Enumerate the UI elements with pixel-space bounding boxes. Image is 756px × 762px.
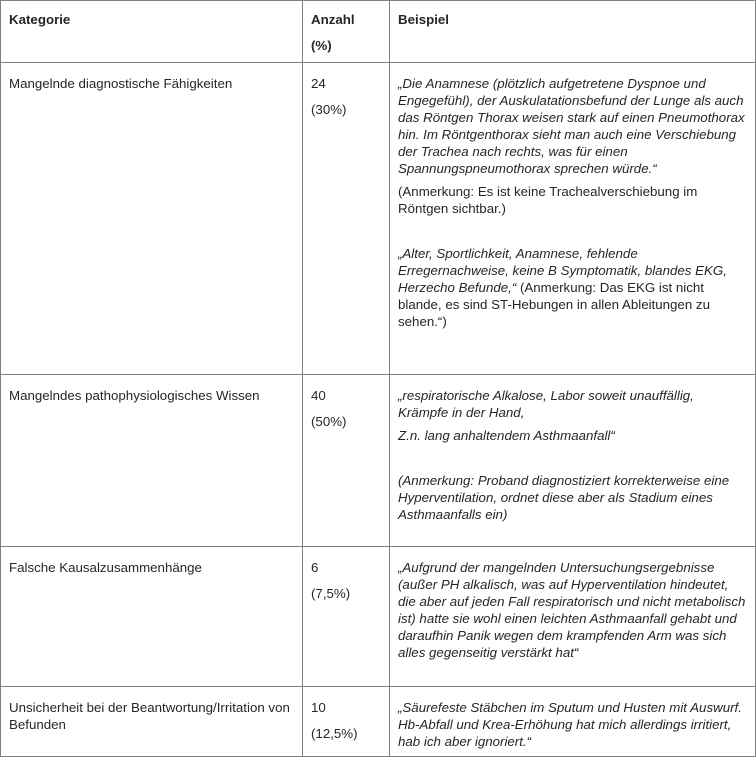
table-row bbox=[1, 547, 756, 687]
row-example-cell bbox=[390, 687, 756, 757]
row-count: 6 bbox=[311, 560, 319, 575]
row-percent: (12,5%) bbox=[311, 726, 358, 741]
table-row bbox=[1, 687, 756, 757]
row-count: 10 bbox=[311, 700, 326, 715]
row-category: Falsche Kausalzusammenhänge bbox=[1, 547, 303, 687]
header-count-label: Anzahl bbox=[311, 12, 355, 27]
example-note: (Anmerkung: Das EKG ist nicht blande, es sind ST-Hebungen in allen Ableitungen zu sehen.“) bbox=[398, 280, 710, 329]
header-count-unit: (%) bbox=[311, 38, 332, 53]
row-count-cell bbox=[303, 63, 390, 375]
example-quote-continued: Z.n. lang anhaltendem Asthmaanfall“ bbox=[398, 428, 615, 443]
example-quote-with-note bbox=[398, 245, 747, 330]
example-quote: „Säurefeste Stäbchen im Sputum und Husten mit Auswurf. Hb-Abfall und Krea-Erhöhung hat mich allerdings irritiert, hab ich aber ignoriert.“ bbox=[398, 700, 742, 749]
example-quote: „respiratorische Alkalose, Labor soweit unauffällig, Krämpfe in der Hand, bbox=[398, 388, 694, 420]
row-count-cell bbox=[303, 547, 390, 687]
row-example-cell bbox=[390, 547, 756, 687]
example-quote: „Die Anamnese (plötzlich aufgetretene Dyspnoe und Engegefühl), der Auskulatationsbefund der Lunge als auch das Röntgen Thorax weisen stark auf einen Pneumothorax hin. Im Röntgenthorax sieht man auch eine Verschiebung der Trachea nach rechts, was für einen Spannungspneumothorax sprechen würde.“ bbox=[398, 76, 745, 176]
header-category: Kategorie bbox=[1, 1, 303, 63]
row-count-cell bbox=[303, 375, 390, 547]
row-example-cell bbox=[390, 375, 756, 547]
header-example: Beispiel bbox=[390, 1, 756, 63]
table-row bbox=[1, 375, 756, 547]
example-note: (Anmerkung: Es ist keine Trachealverschiebung im Röntgen sichtbar.) bbox=[398, 184, 698, 216]
row-count: 24 bbox=[311, 76, 326, 91]
example-quote: „Alter, Sportlichkeit, Anamnese, fehlende Erregernachweise, keine B Symptomatik, blandes EKG, Herzecho Befunde,“ bbox=[398, 246, 727, 295]
table-row bbox=[1, 63, 756, 375]
table-header-row bbox=[1, 1, 756, 63]
row-percent: (7,5%) bbox=[311, 586, 351, 601]
row-category: Mangelndes pathophysiologisches Wissen bbox=[1, 375, 303, 547]
row-count-cell bbox=[303, 687, 390, 757]
row-category: Unsicherheit bei der Beantwortung/Irritation von Befunden bbox=[1, 687, 303, 757]
row-example-cell bbox=[390, 63, 756, 375]
row-category: Mangelnde diagnostische Fähigkeiten bbox=[1, 63, 303, 375]
header-count bbox=[303, 1, 390, 63]
example-quote: „Aufgrund der mangelnden Untersuchungsergebnisse (außer PH alkalisch, was auf Hyperventilation hindeutet, die aber auf jeden Fall respiratorisch und nicht metabolisch ist) hatte sie wohl einen leichten Asthmaanfall gehabt und daraufhin Panik wegen dem krampfenden Arm was sich alles gegenseitig verstärkt hat“ bbox=[398, 560, 746, 660]
example-note: (Anmerkung: Proband diagnostiziert korrekterweise eine Hyperventilation, ordnet diese aber als Stadium eines Asthmaanfalls ein) bbox=[398, 473, 730, 522]
row-count: 40 bbox=[311, 388, 326, 403]
row-percent: (50%) bbox=[311, 414, 347, 429]
row-percent: (30%) bbox=[311, 102, 347, 117]
